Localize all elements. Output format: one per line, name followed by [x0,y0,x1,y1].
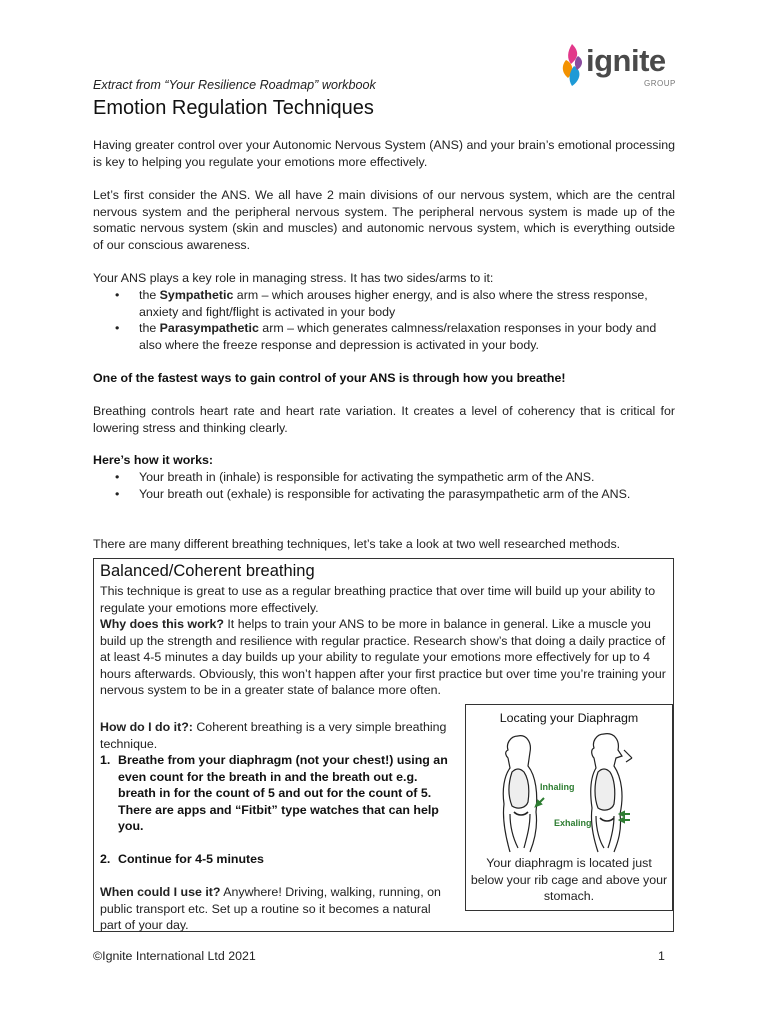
breathing-paragraph: Breathing controls heart rate and heart rate variation. It creates a level of coherency that is critical for lowering stress and thinking clearly. [93,404,675,435]
list-item: 1. Breathe from your diaphragm (not your chest!) using an even count for the breath in and the breath out e.g. breath in for the count of 5 and out for the count of 5. There are apps and “Fitbit” type watches that can help you. [100,753,448,833]
techniques-intro: There are many different breathing techniques, let’s take a look at two well researched methods. [93,537,621,551]
exhaling-label: Exhaling [554,818,592,828]
page-title: Emotion Regulation Techniques [93,97,374,119]
highlight-statement: One of the fastest ways to gain control of your ANS is through how you breathe! [93,371,566,385]
diagram-title: Locating your Diaphragm [499,711,639,725]
why-paragraph: Why does this work? It helps to train your ANS to be more in balance in general. Like a muscle you build up the strength and resilience with regular practice. Research show’s that doing a daily practice of at least 4-5 minutes a day builds up your ability to regulate your emotions more effectively for up to 4 hours afterwards. Obviously, this won’t happen after your first practice but over time you’re training your nervous system to be in a greater state of balance more often. [100,617,666,697]
when-paragraph: When could I use it? Anywhere! Driving, walking, running, on public transport etc. Set up a routine so it becomes a natural part of your day. [100,885,441,932]
intro-paragraph-3: Your ANS plays a key role in managing stress. It has two sides/arms to it: [93,271,494,285]
document-subtitle: Extract from “Your Resilience Roadmap” workbook [93,78,376,92]
intro-paragraph-2: Let’s first consider the ANS. We all have 2 main divisions of our nervous system, which are the central nervous system and the peripheral nervous system. The peripheral nervous system is made up of the somatic nervous system (skin and muscles) and autonomic nervous system, which is everything outside of our conscious awareness. [93,188,675,252]
list-item: • the Sympathetic arm – which arouses higher energy, and is also where the stress response, anxiety and fight/flight is activated in your body [93,287,675,320]
footer-copyright: ©Ignite International Ltd 2021 [93,949,256,963]
logo-wordmark: ignite [586,43,666,78]
list-item: • the Parasympathetic arm – which generates calmness/relaxation responses in your body and also where the freeze response and depression is activated in your body. [93,320,675,353]
ans-arms-list [93,287,675,353]
how-paragraph: How do I do it?: Coherent breathing is a very simple breathing technique. [100,720,447,751]
breathing-figures-illustration [496,728,646,854]
list-item: • Your breath out (exhale) is responsible for activating the parasympathetic arm of the ANS. [93,486,675,503]
list-item: 2. Continue for 4-5 minutes [100,851,264,866]
section-title: Balanced/Coherent breathing [100,562,315,580]
how-it-works-list [93,469,675,502]
steps-list [100,752,450,867]
intro-paragraph-1: Having greater control over your Autonomic Nervous System (ANS) and your brain’s emotional processing is key to helping you regulate your emotions more effectively. [93,138,675,169]
page-number: 1 [658,949,665,963]
list-item: • Your breath in (inhale) is responsible for activating the sympathetic arm of the ANS. [93,469,675,486]
ignite-flame-icon [558,42,588,92]
logo-group-label: GROUP [644,79,676,88]
ignite-logo [558,42,680,94]
inhaling-label: Inhaling [540,782,575,792]
diagram-caption: Your diaphragm is located just below your rib cage and above your stomach. [470,856,668,903]
how-it-works-heading: Here’s how it works: [93,453,214,467]
box-intro: This technique is great to use as a regular breathing practice that over time will build up your ability to regulate your emotions more effectively. [100,584,656,615]
